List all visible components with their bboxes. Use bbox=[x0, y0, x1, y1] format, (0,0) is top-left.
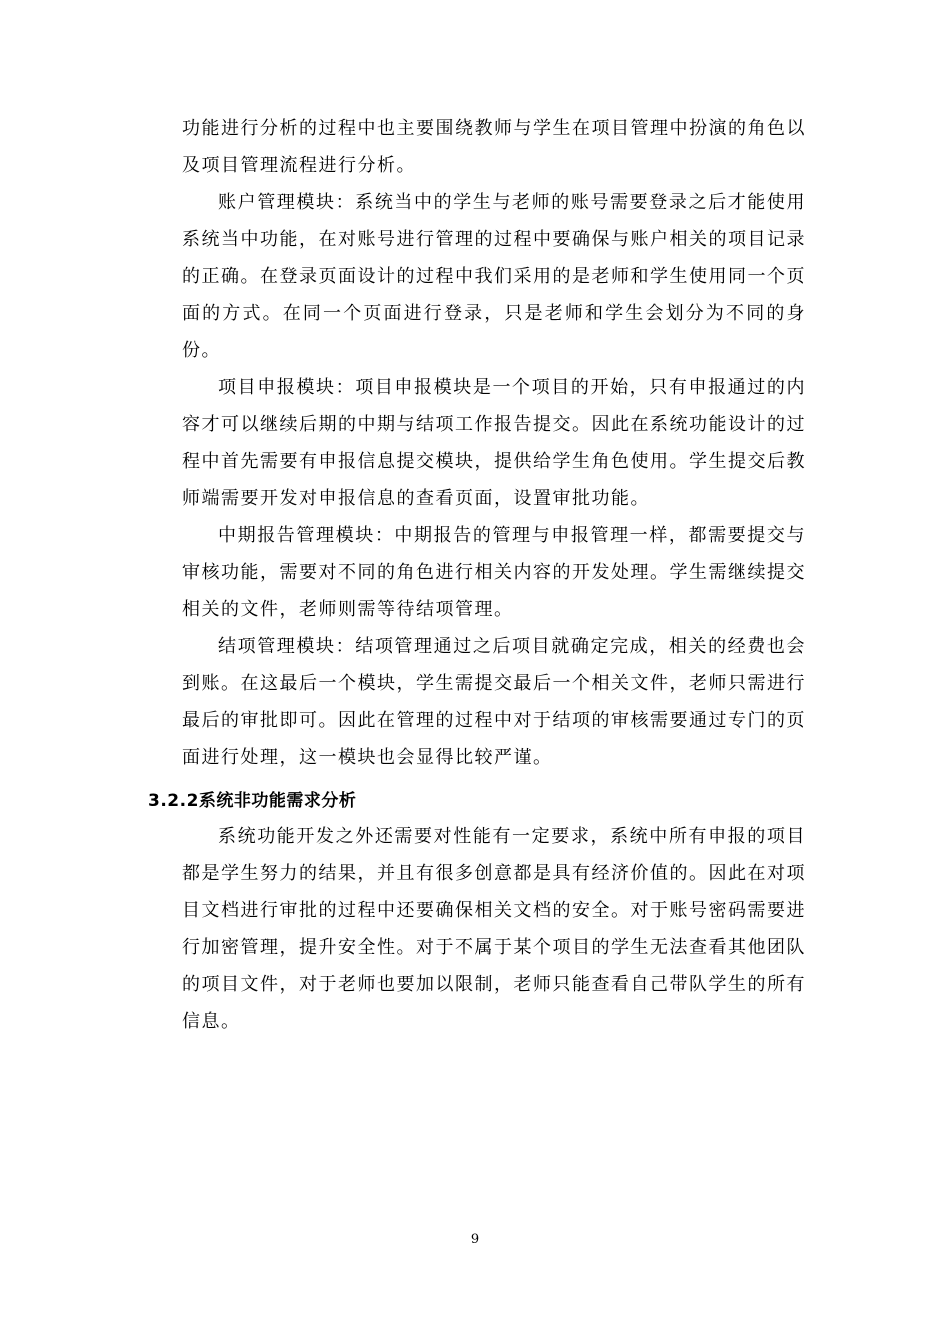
paragraph-project-application: 项目申报模块：项目申报模块是一个项目的开始，只有申报通过的内容才可以继续后期的中期与结项工作报告提交。因此在系统功能设计的过程中首先需要有申报信息提交模块，提供给学生角色使用。学生提交后教师端需要开发对申报信息的查看页面，设置审批功能。 bbox=[182, 377, 806, 509]
page-body bbox=[148, 110, 806, 1040]
page-number: 9 bbox=[470, 1232, 480, 1247]
paragraph-midterm-report: 中期报告管理模块：中期报告的管理与申报管理一样，都需要提交与审核功能，需要对不同的角色进行相关内容的开发处理。学生需继续提交相关的文件，老师则需等待结项管理。 bbox=[182, 525, 806, 620]
paragraph-continuation: 功能进行分析的过程中也主要围绕教师与学生在项目管理中扮演的角色以及项目管理流程进行分析。 bbox=[182, 118, 806, 176]
paragraph-project-closure: 结项管理模块：结项管理通过之后项目就确定完成，相关的经费也会到账。在这最后一个模块，学生需提交最后一个相关文件，老师只需进行最后的审批即可。因此在管理的过程中对于结项的审核需要通过专门的页面进行处理，这一模块也会显得比较严谨。 bbox=[182, 636, 806, 768]
paragraph-non-functional-requirements: 系统功能开发之外还需要对性能有一定要求，系统中所有申报的项目都是学生努力的结果，并且有很多创意都是具有经济价值的。因此在对项目文档进行审批的过程中还要确保相关文档的安全。对于账号密码需要进行加密管理，提升安全性。对于不属于某个项目的学生无法查看其他团队的项目文件，对于老师也要加以限制，老师只能查看自己带队学生的所有信息。 bbox=[182, 826, 806, 1032]
section-heading: 3.2.2系统非功能需求分析 bbox=[148, 791, 357, 811]
paragraph-account-management: 账户管理模块：系统当中的学生与老师的账号需要登录之后才能使用系统当中功能，在对账号进行管理的过程中要确保与账户相关的项目记录的正确。在登录页面设计的过程中我们采用的是老师和学生使用同一个页面的方式。在同一个页面进行登录，只是老师和学生会划分为不同的身份。 bbox=[182, 192, 806, 361]
